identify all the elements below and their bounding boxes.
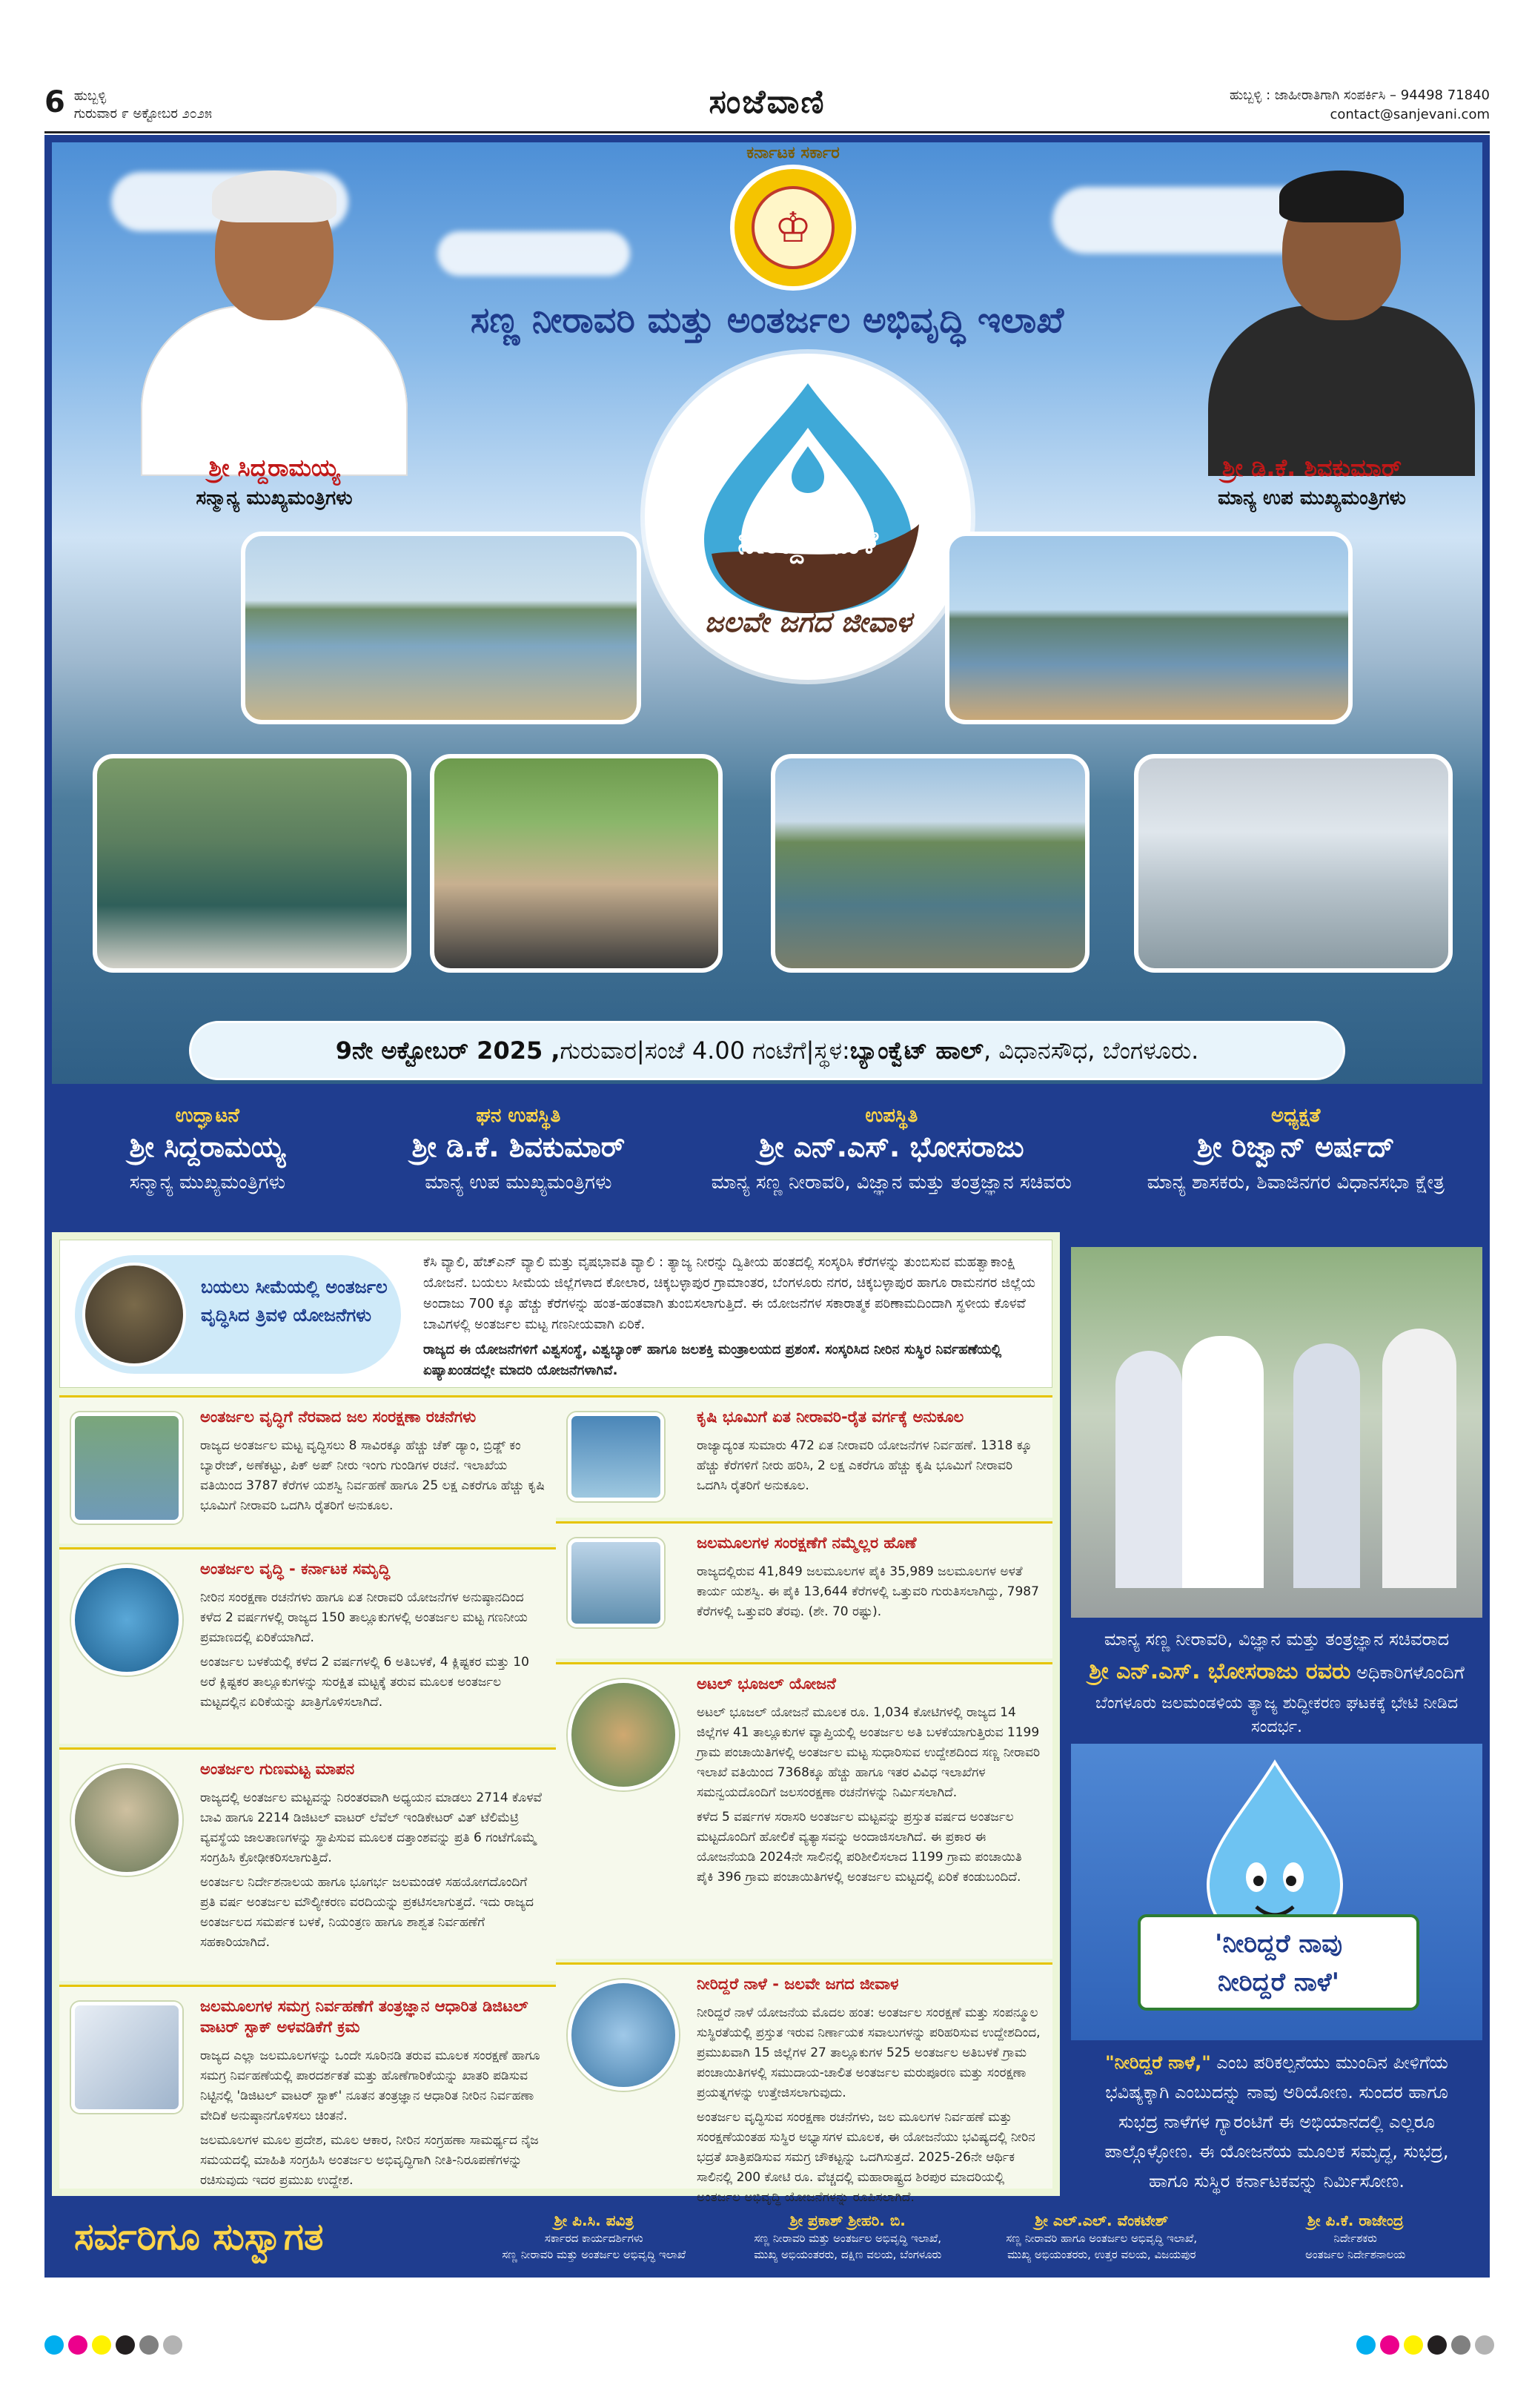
page-number: 6 bbox=[44, 85, 65, 119]
officer-credit bbox=[467, 2212, 721, 2262]
portrait-chief-minister bbox=[141, 165, 408, 476]
scheme-photo bbox=[568, 1538, 664, 1627]
scheme-paragraph: ಕಳೆದ 5 ವರ್ಷಗಳ ಸರಾಸರಿ ಅಂತರ್ಜಲ ಮಟ್ಟವನ್ನು ಪ್ರಸ್ತುತ ವರ್ಷದ ಅಂತರ್ಜಲ ಮಟ್ಟದೊಂದಿಗೆ ಹೋಲಿಕೆ ವ್ಯತ್ಯಾಸವನ್ನು ಅಂದಾಜಿಸಲಾಗಿದೆ. ಈ ಪ್ರಕಾರ ಈ ಯೋಜನೆಯಡಿ 2024ನೇ ಸಾಲಿನಲ್ಲಿ ಪರಿಶೀಲಿಸಲಾದ 1199 ಗ್ರಾಮ ಪಂಚಾಯಿತಿ ಪೈಕಿ 396 ಗ್ರಾಮ ಪಂಚಾಯಿತಿಗಳಲ್ಲಿ ಅಂತರ್ಜಲ ಮಟ್ಟದಲ್ಲಿ ಏರಿಕೆ ಕಂಡುಬಂದಿದೆ. bbox=[697, 1810, 1022, 1885]
scheme-title: ಜಲಮೂಲಗಳ ಸಮಗ್ರ ನಿರ್ವಹಣೆಗೆ ತಂತ್ರಜ್ಞಾನ ಆಧಾರಿತ ಡಿಜಿಟಲ್ ವಾಟರ್ ಸ್ಟಾಕ್ ಅಳವಡಿಕೆಗೆ ಕ್ರಮ bbox=[200, 1997, 528, 2036]
officer-desc: ಮುಖ್ಯ ಅಭಿಯಂತರರು, ಉತ್ತರ ವಲಯ, ವಿಜಯಪುರ bbox=[1007, 2248, 1196, 2261]
photo-officials-inspection bbox=[430, 754, 723, 973]
scheme-title: ಅಂತರ್ಜಲ ವೃದ್ಧಿ - ಕರ್ನಾಟಕ ಸಮೃದ್ಧಿ bbox=[200, 1560, 391, 1578]
intro-paragraph: ಕೆಸಿ ವ್ಯಾಲಿ, ಹೆಚ್‌ಎನ್ ವ್ಯಾಲಿ ಮತ್ತು ವೃಷಭಾವತಿ ವ್ಯಾಲಿ : ತ್ಯಾಜ್ಯ ನೀರನ್ನು ದ್ವಿತೀಯ ಹಂತದಲ್ಲಿ ಸಂಸ್ಕರಿಸಿ ಕೆರೆಗಳನ್ನು ತುಂಬಿಸುವ ಮಹತ್ವಾಕಾಂಕ್ಷಿ ಯೋಜನೆ. ಬಯಲು ಸೀಮೆಯ ಜಿಲ್ಲೆಗಳಾದ ಕೋಲಾರ, ಚಿಕ್ಕಬಳ್ಳಾಪುರ ಗ್ರಾಮಾಂತರ, ಬೆಂಗಳೂರು ನಗರ, ಚಿಕ್ಕಬಳ್ಳಾಪುರ ಹಾಗೂ ರಾಮನಗರ ಜಿಲ್ಲೆಯ ಅಂದಾಜು 700 ಕ್ಕೂ ಹೆಚ್ಚು ಕೆರೆಗಳನ್ನು ಹಂತ-ಹಂತವಾಗಿ ತುಂಬಿಸಲಾಗುತ್ತಿದೆ. ಈ ಯೋಜನೆಗಳ ಸಕಾರಾತ್ಮಕ ಪರಿಣಾಮದಿಂದಾಗಿ ಸ್ಥಳೀಯ ಕೊಳವೆ ಬಾವಿಗಳಲ್ಲಿ ಅಂತರ್ಜಲ ಮಟ್ಟ ಗಣನೀಯವಾಗಿ ಏರಿಕೆ. bbox=[423, 1254, 1035, 1332]
scheme-title: ನೀರಿದ್ದರೆ ನಾಳೆ - ಜಲವೇ ಜಗದ ಜೀವಾಳ bbox=[697, 1975, 899, 1993]
dignitary-role: ಘನ ಉಪಸ್ಥಿತಿ bbox=[476, 1105, 561, 1127]
officer-name: ಶ್ರೀ ಪಿ.ಸಿ. ಪವಿತ್ರ bbox=[554, 2212, 634, 2229]
karnataka-emblem bbox=[730, 165, 856, 291]
event-date: 9ನೇ ಅಕ್ಟೋಬರ್ 2025 , bbox=[335, 1036, 560, 1065]
scheme-paragraph: ಅಟಲ್ ಭೂಜಲ್ ಯೋಜನೆ ಮೂಲಕ ರೂ. 1,034 ಕೋಟಿಗಳಲ್ಲಿ ರಾಜ್ಯದ 14 ಜಿಲ್ಲೆಗಳ 41 ತಾಲ್ಲೂಕುಗಳ ವ್ಯಾಪ್ತಿಯಲ್ಲಿ ಅಂತರ್ಜಲ ಅತಿ ಬಳಕೆಯಾಗುತ್ತಿರುವ 1199 ಗ್ರಾಮ ಪಂಚಾಯಿತಿಗಳಲ್ಲಿ ಅಂತರ್ಜಲ ಮಟ್ಟ ಸುಧಾರಿಸುವ ಉದ್ದೇಶದಿಂದ ಸಣ್ಣ ನೀರಾವರಿ ಇಲಾಖೆ ವತಿಯಿಂದ 7368ಕ್ಕೂ ಹೆಚ್ಚು ಹಾಗೂ ಇತರ ವಿವಿಧ ಇಲಾಖೆಗಳ ಸಮನ್ವಯದೊಂದಿಗೆ ಜಲಸಂರಕ್ಷಣಾ ರಚನೆಗಳನ್ನು ನಿರ್ಮಿಸಲಾಗಿದೆ. bbox=[697, 1705, 1041, 1800]
newspaper-logo-text: ಸಂಜೆವಾಣಿ bbox=[709, 83, 826, 121]
masthead-date: ಗುರುವಾರ ೯ ಅಕ್ಟೋಬರ ೨೦೨೫ bbox=[73, 106, 212, 122]
event-separator: | bbox=[636, 1036, 645, 1065]
photo-treatment-plant bbox=[1134, 754, 1453, 973]
schemes-panel bbox=[52, 1232, 1060, 2205]
officer-desc: ನಿರ್ದೇಶಕರು bbox=[1333, 2232, 1377, 2245]
scheme-title: ಅಂತರ್ಜಲ ವೃದ್ಧಿಗೆ ನೆರವಾದ ಜಲ ಸಂರಕ್ಷಣಾ ರಚನೆಗಳು bbox=[200, 1408, 477, 1426]
water-drop-hand-icon bbox=[689, 376, 926, 613]
schemes-column-left bbox=[59, 1395, 556, 2189]
campaign-message-text: ಎಂಬ ಪರಿಕಲ್ಪನೆಯು ಮುಂದಿನ ಪೀಳಿಗೆಯ ಭವಿಷ್ಯಕ್ಕಾಗಿ ಎಂಬುದನ್ನು ನಾವು ಅರಿಯೋಣ. ಸುಂದರ ಹಾಗೂ ಸುಭದ್ರ ನಾಳೆಗಳ ಗ್ಯಾರಂಟಿಗೆ ಈ ಅಭಿಯಾನದಲ್ಲಿ ಎಲ್ಲರೂ ಪಾಲ್ಗೊಳ್ಳೋಣ. ಈ ಯೋಜನೆಯ ಮೂಲಕ ಸಮೃದ್ಧ, ಸುಭದ್ರ, ಹಾಗೂ ಸುಸ್ಥಿರ ಕರ್ನಾಟಕವನ್ನು ನಿರ್ಮಿಸೋಣ. bbox=[1104, 2052, 1449, 2192]
intro-text bbox=[423, 1252, 1038, 1386]
cloud bbox=[437, 231, 630, 276]
scheme-card bbox=[556, 1395, 1052, 1518]
ad-contact-line: ಹುಬ್ಬಳ್ಳಿ : ಜಾಹೀರಾತಿಗಾಗಿ ಸಂಪರ್ಕಿಸಿ – 94498 71840 bbox=[1229, 87, 1490, 103]
registration-dot bbox=[116, 2335, 135, 2355]
scheme-paragraph: ನೀರಿದ್ದರೆ ನಾಳೆ ಯೋಜನೆಯ ಮೊದಲ ಹಂತ: ಅಂತರ್ಜಲ ಸಂರಕ್ಷಣೆ ಮತ್ತು ಸಂಪನ್ಮೂಲ ಸುಸ್ಥಿರತೆಯಲ್ಲಿ ಪ್ರಸ್ತುತ ಇರುವ ನಿರ್ಣಾಯಕ ಸವಾಲುಗಳನ್ನು ಪರಿಹರಿಸುವ ಉದ್ದೇಶದಿಂದ, ಪ್ರಮುಖವಾಗಿ 15 ಜಿಲ್ಲೆಗಳ 27 ತಾಲ್ಲೂಕುಗಳ 525 ಅಂತರ್ಜಲ ಅತಿಬಳಕೆ ಗ್ರಾಮ ಪಂಚಾಯಿತಿಗಳಲ್ಲಿ ಸಮುದಾಯ-ಚಾಲಿತ ಅಂತರ್ಜಲ ಮರುಪೂರಣ ಮತ್ತು ಸಂರಕ್ಷಣಾ ಪ್ರಯತ್ನಗಳನ್ನು ಉತ್ತೇಜಿಸಲಾಗುವುದು. bbox=[697, 2005, 1041, 2100]
dignitary-name: ಶ್ರೀ ಡಿ.ಕೆ. ಶಿವಕುಮಾರ್ bbox=[411, 1131, 626, 1163]
campaign-logo bbox=[645, 354, 971, 680]
campaign-message-bold: "ನೀರಿದ್ದರೆ ನಾಳೆ," bbox=[1105, 2052, 1211, 2073]
portrait-deputy-chief-minister bbox=[1208, 165, 1475, 476]
sign-line: ನೀರಿದ್ದರೆ ನಾಳೆ' bbox=[1217, 1968, 1340, 1997]
masthead-right bbox=[1230, 86, 1490, 125]
scheme-card bbox=[59, 1747, 556, 1981]
scheme-paragraph: ರಾಜ್ಯದಲ್ಲಿರುವ 41,849 ಜಲಮೂಲಗಳ ಪೈಕಿ 35,989 ಜಲಮೂಲಗಳ ಅಳತೆ ಕಾರ್ಯ ಯಶಸ್ವಿ. ಈ ಪೈಕಿ 13,644 ಕೆರೆಗಳಲ್ಲಿ ಒತ್ತುವರಿ ಗುರುತಿಸಲಾಗಿದ್ದು, 7987 ಕೆರೆಗಳಲ್ಲಿ ಒತ್ತುವರಿ ತೆರವು. (ಶೇ. 70 ರಷ್ಟು). bbox=[697, 1564, 1039, 1619]
officer-desc: ಸಣ್ಣ ನೀರಾವರಿ ಮತ್ತು ಅಂತರ್ಜಲ ಅಭಿವೃದ್ಧಿ ಇಲಾಖೆ bbox=[502, 2248, 686, 2261]
registration-dot bbox=[1380, 2335, 1399, 2355]
event-details-bar bbox=[189, 1021, 1345, 1080]
sidebar bbox=[1071, 1232, 1482, 2196]
dignitary-desc: ಸನ್ಮಾನ್ಯ ಮುಖ್ಯಮಂತ್ರಿಗಳು bbox=[129, 1171, 285, 1194]
photo-caption-line3: ಬೆಂಗಳೂರು ಜಲಮಂಡಳಿಯ ತ್ಯಾಜ್ಯ ಶುದ್ಧೀಕರಣ ಘಟಕಕ್ಕೆ ಭೇಟಿ ನೀಡಿದ ಸಂದರ್ಭ. bbox=[1095, 1694, 1459, 1736]
officer-desc: ಮುಖ್ಯ ಅಭಿಯಂತರರು, ದಕ್ಷಿಣ ವಲಯ, ಬೆಂಗಳೂರು bbox=[754, 2248, 942, 2261]
welcome-text: ಸರ್ವರಿಗೂ ಸುಸ್ವಾಗತ bbox=[74, 2214, 324, 2258]
officer-name: ಶ್ರೀ ಎಲ್.ಎಲ್. ವೆಂಕಟೇಶ್ bbox=[1035, 2212, 1169, 2229]
masthead bbox=[44, 82, 1490, 133]
photo-caption-line2 bbox=[1071, 1658, 1482, 1684]
registration-dot bbox=[163, 2335, 182, 2355]
hero-banner bbox=[52, 142, 1482, 1084]
registration-dot bbox=[139, 2335, 159, 2355]
dignitary-desc: ಮಾನ್ಯ ಉಪ ಮುಖ್ಯಮಂತ್ರಿಗಳು bbox=[425, 1171, 612, 1194]
dignitary-desc: ಮಾನ್ಯ ಶಾಸಕರು, ಶಿವಾಜಿನಗರ ವಿಧಾನಸಭಾ ಕ್ಷೇತ್ರ bbox=[1147, 1171, 1445, 1194]
scheme-paragraph: ಅಂತರ್ಜಲ ಬಳಕೆಯಲ್ಲಿ ಕಳೆದ 2 ವರ್ಷಗಳಲ್ಲಿ 6 ಅತಿಬಳಕೆ, 4 ಕ್ಲಿಷ್ಟಕರ ಮತ್ತು 10 ಅರೆ ಕ್ಲಿಷ್ಟಕರ ತಾಲ್ಲೂಕುಗಳನ್ನು ಸುರಕ್ಷಿತ ಮಟ್ಟಕ್ಕೆ ತರುವ ಮೂಲಕ ಅಂತರ್ಜಲ ಮಟ್ಟದಲ್ಲಿನ ಏರಿಕೆಯನ್ನು ಖಾತ್ರಿಗೊಳಿಸಲಾಗಿದೆ. bbox=[200, 1655, 529, 1710]
dignitary-role: ಉಪಸ್ಥಿತಿ bbox=[865, 1105, 918, 1127]
scheme-card bbox=[556, 1962, 1052, 2205]
mascot-panel bbox=[1071, 1744, 1482, 2040]
emblem-text: ಕರ್ನಾಟಕ ಸರ್ಕಾರ bbox=[746, 144, 840, 162]
event-venue-hall: ಬ್ಯಾಂಕ್ವೆಟ್ ಹಾಲ್ bbox=[849, 1036, 984, 1065]
dignitaries-row bbox=[52, 1091, 1482, 1232]
scheme-paragraph: ನೀರಿನ ಸಂರಕ್ಷಣಾ ರಚನೆಗಳು ಹಾಗೂ ಏತ ನೀರಾವರಿ ಯೋಜನೆಗಳ ಅನುಷ್ಠಾನದಿಂದ ಕಳೆದ 2 ವರ್ಷಗಳಲ್ಲಿ ರಾಜ್ಯದ 150 ತಾಲ್ಲೂಕುಗಳಲ್ಲಿ ಅಂತರ್ಜಲ ಮಟ್ಟ ಗಣನೀಯ ಪ್ರಮಾಣದಲ್ಲಿ ಏರಿಕೆಯಾಗಿದೆ. bbox=[200, 1590, 528, 1645]
sign-line: 'ನೀರಿದ್ದರೆ ನಾವು bbox=[1215, 1929, 1342, 1959]
scheme-text bbox=[200, 1436, 546, 1521]
dignitary-attendance bbox=[674, 1091, 1109, 1232]
dignitary-name: ಶ್ರೀ ಎನ್.ಎಸ್. ಭೋಸರಾಜು bbox=[759, 1131, 1024, 1163]
right-person-role: ಮಾನ್ಯ ಉಪ ಮುಖ್ಯಮಂತ್ರಿಗಳು bbox=[1218, 487, 1406, 509]
officer-credit bbox=[1229, 2212, 1483, 2262]
emblem-crest-icon: ♔ bbox=[752, 186, 835, 269]
campaign-message bbox=[1086, 2048, 1468, 2196]
scheme-photo bbox=[71, 1764, 182, 1876]
schemes-column-right bbox=[556, 1395, 1052, 2205]
ad-footer bbox=[52, 2203, 1482, 2270]
intro-badge bbox=[75, 1255, 401, 1374]
registration-dot bbox=[1451, 2335, 1470, 2355]
campaign-slogan-main: ನೀರಿದ್ದರೆ ನಾಳೆ bbox=[737, 524, 878, 560]
dignitary-name: ಶ್ರೀ ಸಿದ್ದರಾಮಯ್ಯ bbox=[129, 1131, 285, 1163]
scheme-card bbox=[59, 1395, 556, 1544]
dignitary-presidency bbox=[1110, 1091, 1482, 1232]
scheme-paragraph: ಅಂತರ್ಜಲ ನಿರ್ದೇಶನಾಲಯ ಹಾಗೂ ಭೂಗರ್ಭ ಜಲಮಂಡಳಿ ಸಹಯೋಗದೊಂದಿಗೆ ಪ್ರತಿ ವರ್ಷ ಅಂತರ್ಜಲ ಮೌಲ್ಯೀಕರಣ ವರದಿಯನ್ನು ಪ್ರಕಟಿಸಲಾಗುತ್ತದೆ. ಇದು ರಾಜ್ಯದ ಅಂತರ್ಜಲದ ಸಮರ್ಪಕ ಬಳಕೆ, ನಿಯಂತ್ರಣ ಹಾಗೂ ಶಾಶ್ವತ ನಿರ್ವಹಣೆಗೆ ಸಹಕಾರಿಯಾಗಿದೆ. bbox=[200, 1875, 534, 1950]
intro-badge-text: ಬಯಲು ಸೀಮೆಯಲ್ಲಿ ಅಂತರ್ಜಲ ವೃದ್ಧಿಸಿದ ತ್ರಿವಳಿ ಯೋಜನೆಗಳು bbox=[201, 1277, 388, 1326]
scheme-title: ಅಟಲ್ ಭೂಜಲ್ ಯೋಜನೆ bbox=[697, 1675, 836, 1693]
officer-desc: ಸಣ್ಣ ನೀರಾವರಿ ಹಾಗೂ ಅಂತರ್ಜಲ ಅಭಿವೃದ್ಧಿ ಇಲಾಖೆ, bbox=[1006, 2232, 1198, 2245]
dignitary-name: ಶ್ರೀ ರಿಜ್ವಾನ್ ಅರ್ಷದ್ bbox=[1196, 1131, 1395, 1163]
officer-name: ಶ್ರೀ ಪ್ರಕಾಶ್ ಶ್ರೀಹರಿ. ಬಿ. bbox=[789, 2212, 906, 2229]
photo-river-barrage bbox=[771, 754, 1090, 973]
mascot-sign bbox=[1138, 1914, 1419, 2011]
event-venue-rest: , ವಿಧಾನಸೌಧ, ಬೆಂಗಳೂರು. bbox=[983, 1036, 1199, 1065]
officer-desc: ಸಣ್ಣ ನೀರಾವರಿ ಮತ್ತು ಅಂತರ್ಜಲ ಅಭಿವೃದ್ಧಿ ಇಲಾಖೆ, bbox=[754, 2232, 942, 2245]
registration-dot bbox=[1404, 2335, 1423, 2355]
dignitary-presence bbox=[363, 1091, 674, 1232]
left-person-name: ಶ್ರೀ ಸಿದ್ದರಾಮಯ್ಯ bbox=[208, 454, 340, 482]
event-venue-label: ಸ್ಥಳ: bbox=[814, 1036, 850, 1065]
scheme-card bbox=[59, 1985, 556, 2189]
intro-block bbox=[59, 1240, 1052, 1388]
registration-dot bbox=[1475, 2335, 1494, 2355]
scheme-paragraph: ರಾಜ್ಯದ ಅಂತರ್ಜಲ ಮಟ್ಟ ವೃದ್ಧಿಸಲು 8 ಸಾವಿರಕ್ಕೂ ಹೆಚ್ಚು ಚೆಕ್ ಡ್ಯಾಂ, ಬ್ರಿಡ್ಜ್ ಕಂ ಬ್ಯಾರೇಜ್, ಅಣೆಕಟ್ಟು, ಪಿಕ್ ಅಪ್ ನೀರು ಇಂಗು ಗುಂಡಿಗಳ ರಚನೆ. ಇಲಾಖೆಯ ವತಿಯಿಂದ 3787 ಕೆರೆಗಳ ಯಶಸ್ವಿ ನಿರ್ವಹಣೆ ಹಾಗೂ 25 ಲಕ್ಷ ಎಕರೆಗೂ ಹೆಚ್ಚು ಕೃಷಿ ಭೂಮಿಗೆ ನೀರಾವರಿ ಒದಗಿಸಿ ರೈತರಿಗೆ ಅನುಕೂಲ. bbox=[200, 1438, 545, 1513]
contact-email[interactable]: contact@sanjevani.com bbox=[1330, 107, 1490, 122]
scheme-text bbox=[697, 1562, 1042, 1627]
scheme-text bbox=[200, 2046, 546, 2195]
officer-name: ಶ್ರೀ ಪಿ.ಕೆ. ರಾಜೇಂದ್ರ bbox=[1307, 2212, 1404, 2229]
scheme-paragraph: ರಾಜ್ಯದ ಎಲ್ಲಾ ಜಲಮೂಲಗಳನ್ನು ಒಂದೇ ಸೂರಿನಡಿ ತರುವ ಮೂಲಕ ಸಂರಕ್ಷಣೆ ಹಾಗೂ ಸಮಗ್ರ ನಿರ್ವಹಣೆಯಲ್ಲಿ ಪಾರದರ್ಶಕತೆ ಮತ್ತು ಹೊಣೆಗಾರಿಕೆಯನ್ನು ಖಾತರಿ ಪಡಿಸುವ ನಿಟ್ಟಿನಲ್ಲಿ 'ಡಿಜಿಟಲ್ ವಾಟರ್ ಸ್ಟಾಕ್' ನೂತನ ತಂತ್ರಜ್ಞಾನ ಆಧಾರಿತ ನೀರಿನ ನಿರ್ವಹಣಾ ವೇದಿಕೆ ಅನುಷ್ಠಾನಗೊಳಿಸಲು ಚಿಂತನೆ. bbox=[200, 2048, 540, 2123]
registration-dot bbox=[1356, 2335, 1376, 2355]
officer-credit bbox=[975, 2212, 1229, 2262]
scheme-title: ಅಂತರ್ಜಲ ಗುಣಮಟ್ಟ ಮಾಪನ bbox=[200, 1760, 355, 1778]
scheme-title: ಜಲಮೂಲಗಳ ಸಂರಕ್ಷಣೆಗೆ ನಮ್ಮೆಲ್ಲರ ಹೊಣೆ bbox=[697, 1534, 917, 1552]
masthead-left bbox=[44, 87, 212, 123]
scheme-card bbox=[59, 1547, 556, 1744]
scheme-paragraph: ರಾಜ್ಯಾದ್ಯಂತ ಸುಮಾರು 472 ಏತ ನೀರಾವರಿ ಯೋಜನೆಗಳ ನಿರ್ವಹಣೆ. 1318 ಕ್ಕೂ ಹೆಚ್ಚು ಕೆರೆಗಳಿಗೆ ನೀರು ಹರಿಸಿ, 2 ಲಕ್ಷ ಎಕರೆಗೂ ಹೆಚ್ಚು ಕೃಷಿ ಭೂಮಿಗೆ ನೀರಾವರಿ ಒದಗಿಸಿ ರೈತರಿಗೆ ಅನುಕೂಲ. bbox=[697, 1438, 1032, 1493]
officer-desc: ಅಂತರ್ಜಲ ನಿರ್ದೇಶನಾಲಯ bbox=[1305, 2248, 1406, 2261]
scheme-photo bbox=[568, 1679, 679, 1790]
dignitary-desc: ಮಾನ್ಯ ಸಣ್ಣ ನೀರಾವರಿ, ವಿಜ್ಞಾನ ಮತ್ತು ತಂತ್ರಜ್ಞಾನ ಸಚಿವರು bbox=[711, 1171, 1072, 1194]
scheme-paragraph: ಅಂತರ್ಜಲ ವೃದ್ಧಿಸುವ ಸಂರಕ್ಷಣಾ ರಚನೆಗಳು, ಜಲ ಮೂಲಗಳ ನಿರ್ವಹಣೆ ಮತ್ತು ಸಂರಕ್ಷಣೆಯಂತಹ ಸುಸ್ಥಿರ ಅಭ್ಯಾಸಗಳ ಮೂಲಕ, ಈ ಯೋಜನೆಯು ಭವಿಷ್ಯದಲ್ಲಿ ನೀರಿನ ಭದ್ರತೆ ಖಾತ್ರಿಪಡಿಸುವ ಸಮಗ್ರ ಚೌಕಟ್ಟನ್ನು ಒದಗಿಸುತ್ತದೆ. 2025-26ನೇ ಆರ್ಥಿಕ ಸಾಲಿನಲ್ಲಿ 200 ಕೋಟಿ ರೂ. ವೆಚ್ಚದಲ್ಲಿ ಮಹಾರಾಷ್ಟ್ರದ ಶಿರಪುರ ಮಾದರಿಯಲ್ಲಿ ಅಂತರ್ಜಲ ಅಭಿವೃದ್ಧಿ ಯೋಜನೆಗಳನ್ನು ರೂಪಿಸಲಾಗಿದೆ. bbox=[697, 2110, 1035, 2205]
masthead-city: ಹುಬ್ಬಳ್ಳಿ bbox=[73, 88, 107, 104]
scheme-title: ಕೃಷಿ ಭೂಮಿಗೆ ಏತ ನೀರಾವರಿ-ರೈತ ವರ್ಗಕ್ಕೆ ಅನುಕೂಲ bbox=[697, 1408, 964, 1426]
scheme-photo bbox=[568, 1412, 664, 1501]
department-title: ಸಣ್ಣ ನೀರಾವರಿ ಮತ್ತು ಅಂತರ್ಜಲ ಅಭಿವೃದ್ಧಿ ಇಲಾಖೆ bbox=[470, 300, 1064, 341]
scheme-photo bbox=[71, 2002, 182, 2113]
caption-tail: ಅಧಿಕಾರಿಗಳೊಂದಿಗೆ bbox=[1350, 1662, 1465, 1683]
officer-credit bbox=[721, 2212, 975, 2262]
registration-dot bbox=[92, 2335, 111, 2355]
photo-reservoir-left bbox=[241, 532, 641, 724]
photo-check-dam bbox=[93, 754, 411, 973]
scheme-card bbox=[556, 1521, 1052, 1658]
photo-caption-line1: ಮಾನ್ಯ ಸಣ್ಣ ನೀರಾವರಿ, ವಿಜ್ಞಾನ ಮತ್ತು ತಂತ್ರಜ್ಞಾನ ಸಚಿವರಾದ bbox=[1104, 1629, 1450, 1650]
scheme-text bbox=[697, 1436, 1042, 1501]
right-person-name: ಶ್ರೀ ಡಿ.ಕೆ. ಶಿವಕುಮಾರ್ bbox=[1221, 454, 1402, 482]
registration-dot bbox=[44, 2335, 64, 2355]
registration-dot bbox=[1427, 2335, 1447, 2355]
scheme-text bbox=[200, 1588, 546, 1717]
scheme-photo bbox=[71, 1412, 182, 1524]
event-separator: | bbox=[806, 1036, 815, 1065]
scheme-paragraph: ಜಲಮೂಲಗಳ ಮೂಲ ಪ್ರದೇಶ, ಮೂಲ ಆಕಾರ, ನೀರಿನ ಸಂಗ್ರಹಣಾ ಸಾಮರ್ಥ್ಯದ ನೈಜ ಸಮಯದಲ್ಲಿ ಮಾಹಿತಿ ಸಂಗ್ರಹಿಸಿ ಅಂತರ್ಜಲ ಅಭಿವೃದ್ಧಿಗಾಗಿ ನೀತಿ-ನಿರೂಪಣೆಗಳನ್ನು ರಚಿಸುವುದು ಇದರ ಪ್ರಮುಖ ಉದ್ದೇಶ. bbox=[200, 2133, 539, 2188]
scheme-text bbox=[200, 1788, 546, 1957]
registration-bar-right bbox=[1356, 2335, 1494, 2355]
newspaper-logo bbox=[709, 83, 825, 121]
dignitary-inauguration bbox=[52, 1091, 363, 1232]
scheme-photo bbox=[568, 1979, 679, 2091]
advertisement bbox=[44, 135, 1490, 2278]
registration-dot bbox=[68, 2335, 87, 2355]
well-photo bbox=[82, 1263, 186, 1366]
scheme-photo bbox=[71, 1564, 182, 1676]
campaign-slogan-sub: ಜಲವೇ ಜಗದ ಜೀವಾಳ bbox=[704, 606, 912, 638]
scheme-text bbox=[697, 2003, 1042, 2212]
dignitary-role: ಉದ್ಘಾಟನೆ bbox=[175, 1105, 239, 1127]
officer-desc: ಸರ್ಕಾರದ ಕಾರ್ಯದರ್ಶಿಗಳು bbox=[544, 2232, 643, 2245]
event-time: ಸಂಜೆ 4.00 ಗಂಟೆಗೆ bbox=[644, 1036, 806, 1065]
dignitary-role: ಅಧ್ಯಕ್ಷತೆ bbox=[1271, 1105, 1321, 1127]
event-day: ಗುರುವಾರ bbox=[560, 1036, 637, 1065]
registration-bar-left bbox=[44, 2335, 182, 2355]
scheme-paragraph: ರಾಜ್ಯದಲ್ಲಿ ಅಂತರ್ಜಲ ಮಟ್ಟವನ್ನು ನಿರಂತರವಾಗಿ ಅಧ್ಯಯನ ಮಾಡಲು 2714 ಕೊಳವೆ ಬಾವಿ ಹಾಗೂ 2214 ಡಿಜಿಟಲ್ ವಾಟರ್ ಲೆವೆಲ್ ಇಂಡಿಕೇಟರ್ ವಿತ್ ಟೆಲಿಮೆಟ್ರಿ ವ್ಯವಸ್ಥೆಯ ಜಾಲತಾಣಗಳನ್ನು ಸ್ಥಾಪಿಸುವ ಮೂಲಕ ದತ್ತಾಂಶವನ್ನು ಪ್ರತಿ 6 ಗಂಟೆಗೊಮ್ಮೆ ಸಂಗ್ರಹಿಸಿ ಕ್ರೋಢೀಕರಿಸಲಾಗುತ್ತಿದೆ. bbox=[200, 1790, 543, 1865]
minister-visit-photo bbox=[1071, 1247, 1482, 1618]
caption-minister-name: ಶ್ರೀ ಎನ್.ಎಸ್. ಭೋಸರಾಜು ರವರು bbox=[1089, 1658, 1351, 1684]
scheme-text bbox=[697, 1703, 1042, 1892]
intro-paragraph: ರಾಜ್ಯದ ಈ ಯೋಜನೆಗಳಿಗೆ ವಿಶ್ವಸಂಸ್ಥೆ, ವಿಶ್ವಬ್ಯಾಂಕ್ ಹಾಗೂ ಜಲಶಕ್ತಿ ಮಂತ್ರಾಲಯದ ಪ್ರಶಂಸೆ. ಸಂಸ್ಕರಿಸಿದ ನೀರಿನ ಸುಸ್ಥಿರ ನಿರ್ವಹಣೆಯಲ್ಲಿ ಏಷ್ಯಾಖಂಡದಲ್ಲೇ ಮಾದರಿ ಯೋಜನೆಗಳಾಗಿವೆ. bbox=[423, 1342, 1002, 1378]
scheme-card bbox=[556, 1662, 1052, 1959]
left-person-role: ಸನ್ಮಾನ್ಯ ಮುಖ್ಯಮಂತ್ರಿಗಳು bbox=[196, 487, 353, 509]
photo-bridge-right bbox=[945, 532, 1353, 724]
